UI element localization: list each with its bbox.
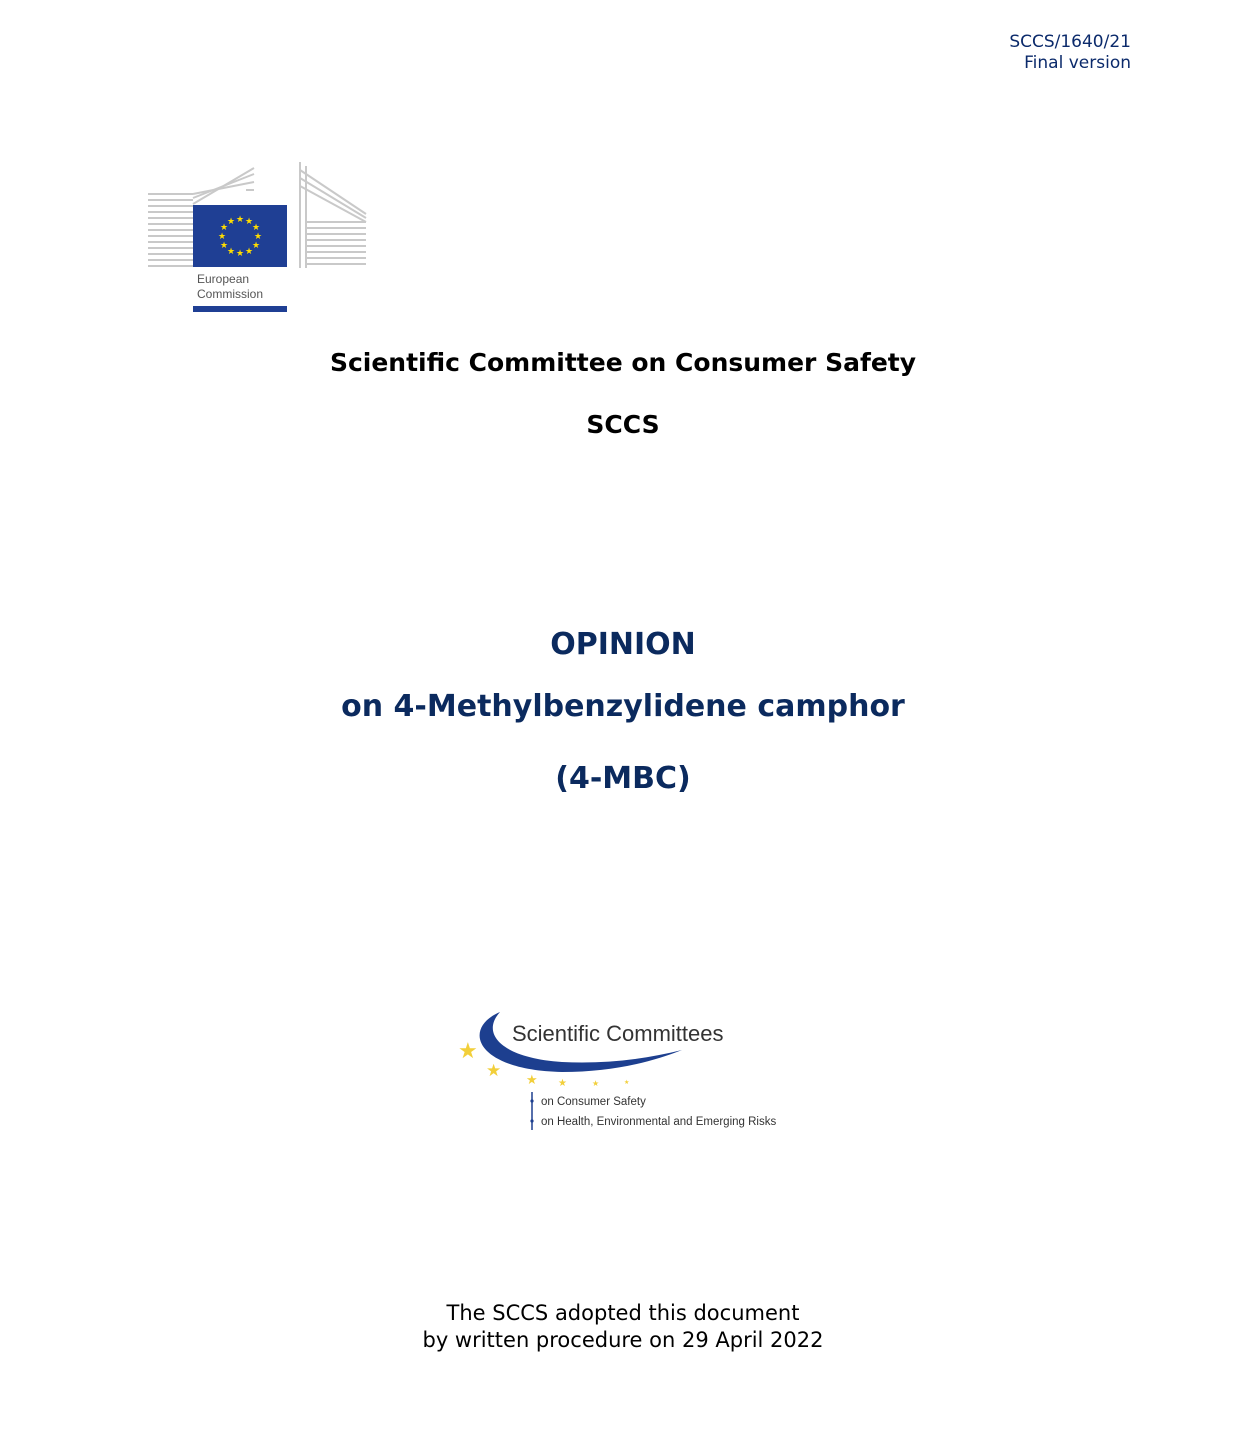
svg-text:★: ★ bbox=[253, 232, 263, 242]
adoption-line1: The SCCS adopted this document bbox=[446, 1301, 800, 1325]
sc-logo-heading: Scientific Committees bbox=[512, 1021, 724, 1046]
committee-name: Scientific Committee on Consumer Safety bbox=[329, 348, 917, 377]
scientific-committees-logo bbox=[452, 1008, 802, 1133]
svg-text:★: ★ bbox=[486, 1061, 502, 1081]
svg-text:★: ★ bbox=[624, 1079, 630, 1086]
svg-text:★: ★ bbox=[251, 223, 261, 233]
svg-text:★: ★ bbox=[592, 1079, 600, 1088]
sc-logo-line1: on Consumer Safety bbox=[541, 1096, 646, 1108]
svg-text:★: ★ bbox=[226, 247, 236, 257]
version-label: Final version bbox=[1024, 53, 1131, 73]
svg-text:★: ★ bbox=[244, 217, 254, 227]
opinion-heading: OPINION bbox=[550, 627, 696, 662]
svg-text:★: ★ bbox=[226, 217, 236, 227]
svg-text:★: ★ bbox=[251, 241, 261, 251]
svg-text:★: ★ bbox=[526, 1073, 538, 1088]
opinion-abbreviation: (4-MBC) bbox=[555, 761, 691, 796]
svg-text:★: ★ bbox=[244, 247, 254, 257]
svg-text:★: ★ bbox=[219, 223, 229, 233]
svg-text:★: ★ bbox=[217, 232, 227, 242]
svg-text:★: ★ bbox=[235, 215, 245, 225]
reference-number: SCCS/1640/21 bbox=[1009, 32, 1131, 52]
svg-text:★: ★ bbox=[558, 1078, 567, 1089]
committee-acronym: SCCS bbox=[586, 410, 660, 439]
opinion-subject: on 4-Methylbenzylidene camphor bbox=[341, 689, 905, 724]
document-reference bbox=[1009, 32, 1131, 74]
svg-text:★: ★ bbox=[235, 249, 245, 259]
adoption-note bbox=[0, 1300, 1246, 1354]
svg-text:★: ★ bbox=[458, 1039, 478, 1064]
ec-text-line1: European bbox=[197, 272, 250, 286]
svg-text:★: ★ bbox=[219, 241, 229, 251]
sc-logo-line2: on Health, Environmental and Emerging Risks bbox=[541, 1116, 777, 1128]
adoption-line2: by written procedure on 29 April 2022 bbox=[422, 1328, 824, 1352]
ec-text-line2: Commission bbox=[197, 287, 264, 301]
european-commission-logo bbox=[146, 160, 368, 316]
